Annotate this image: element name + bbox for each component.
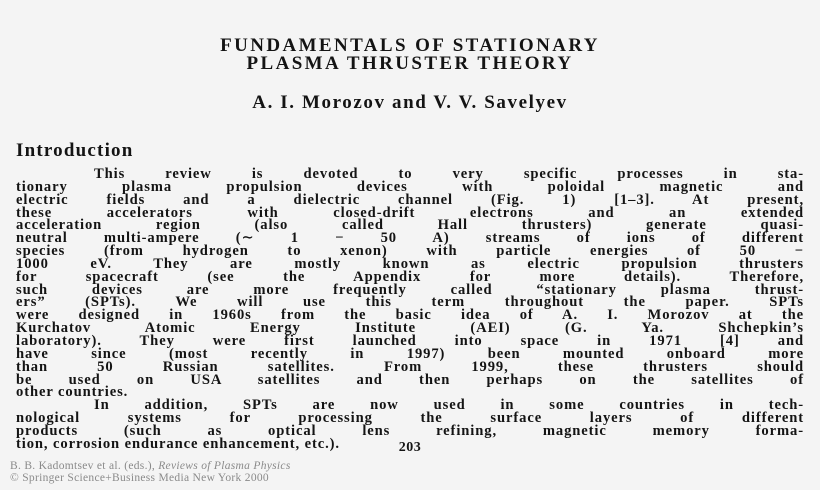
text-line: electric fields and a dielectric channel (Fig. 1) [1–3]. At present,: [16, 191, 804, 208]
text-line: have since (most recently in 1997) been mounted onboard more: [16, 345, 804, 362]
text-line: In addition, SPTs are now used in some countries in tech-: [94, 397, 804, 414]
footer-citation: [10, 460, 291, 472]
text-line: other countries.: [16, 384, 129, 401]
footer-journal-title: Reviews of Plasma Physics: [158, 460, 291, 472]
footer-citation-prefix: B. B. Kadomtsev et al. (eds.),: [10, 460, 159, 472]
text-line: acceleration region (also called Hall thrusters) generate quasi-: [16, 217, 804, 234]
text-line: laboratory). They were first launched into space in 1971 [4] and: [16, 332, 804, 349]
text-line: be used on USA satellites and then perhaps on the satellites of: [16, 371, 804, 388]
text-line: neutral multi-ampere (∼ 1 − 50 A) streams of ions of different: [16, 230, 804, 247]
text-line: tion, corrosion endurance enhancement, etc.).: [16, 435, 340, 452]
text-line: than 50 Russian satellites. From 1999, these thrusters should: [16, 358, 804, 375]
paragraph-1: [16, 168, 804, 399]
text-line: these accelerators with closed-drift electrons and an extended: [16, 204, 804, 221]
text-line: were designed in 1960s from the basic idea of A. I. Morozov at the: [16, 307, 804, 324]
text-line: species (from hydrogen to xenon) with particle energies of 50 −: [16, 243, 804, 260]
page-number: 203: [398, 440, 422, 455]
title-line-1: FUNDAMENTALS OF STATIONARY: [220, 35, 600, 56]
text-line: nological systems for processing the surface layers of different: [16, 410, 804, 427]
body-text: [16, 168, 804, 451]
text-line: tionary plasma propulsion devices with poloidal magnetic and: [16, 178, 804, 195]
text-line: products (such as optical lens refining, magnetic memory forma-: [16, 422, 804, 439]
title-line-2: PLASMA THRUSTER THEORY: [246, 53, 574, 74]
section-heading: Introduction: [16, 140, 134, 161]
footer-copyright: © Springer Science+Business Media New York 2000: [10, 472, 269, 484]
text-line: This review is devoted to very specific processes in sta-: [94, 166, 804, 182]
text-line: such devices are more frequently called “stationary plasma thrust-: [16, 281, 804, 298]
text-line: ers” (SPTs). We will use this term throughout the paper. SPTs: [16, 294, 804, 311]
authors: A. I. Morozov and V. V. Savelyev: [252, 92, 568, 113]
text-line: for spacecraft (see the Appendix for more details). Therefore,: [16, 268, 804, 285]
text-line: 1000 eV. They are mostly known as electric propulsion thrusters: [16, 255, 804, 272]
text-line: Kurchatov Atomic Energy Institute (AEI) (G. Ya. Shchepkin’s: [16, 320, 804, 337]
